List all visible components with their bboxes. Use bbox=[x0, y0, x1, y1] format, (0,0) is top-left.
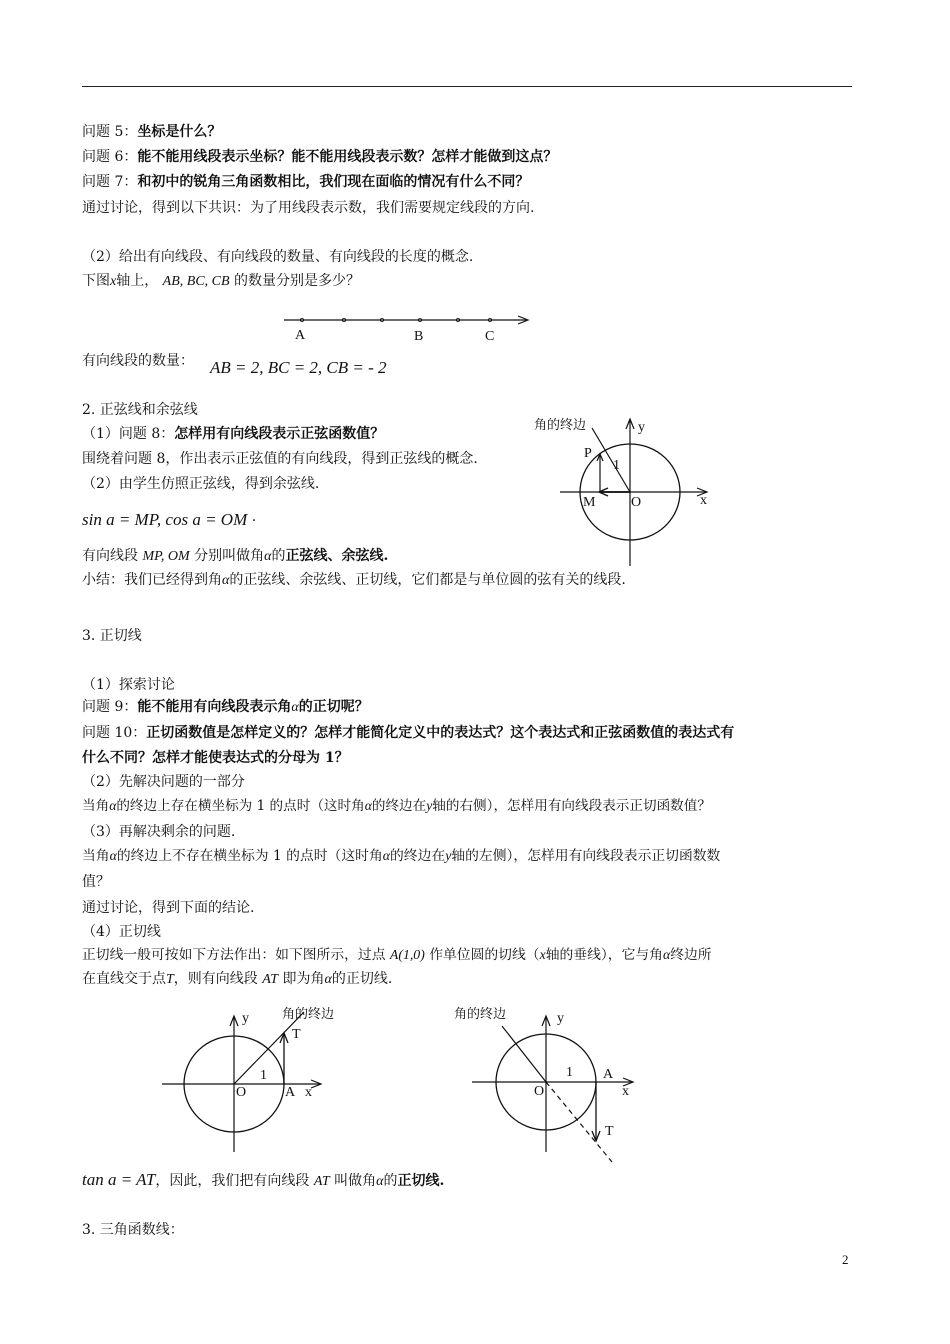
origin-label: O bbox=[631, 495, 642, 510]
consensus-text: 通过讨论，得到以下共识：为了用线段表示数，我们需要规定线段的方向. bbox=[82, 200, 535, 216]
x-axis-label: x bbox=[700, 493, 707, 508]
terminal-side-label: 角的终边 bbox=[534, 418, 587, 433]
tangent-def-line-1: 正切线一般可按如下方法作出：如下图所示，过点 A(1,0) 作单位圆的切线（x轴的垂线），它与角α终边所 bbox=[82, 947, 712, 963]
terminal-side-label: 角的终边 bbox=[454, 1007, 507, 1022]
x-axis-label: x bbox=[305, 1085, 312, 1100]
when-2-text: 当角α的终边上不存在横坐标为 1 的点时（这时角α的终边在y轴的左侧），怎样用有向线段表示正切函数数 bbox=[82, 848, 721, 864]
y-axis-label: y bbox=[557, 1011, 564, 1026]
part-4-text: （4）正切线 bbox=[82, 924, 161, 940]
line-names: 有向线段 MP, OM 分别叫做角α的正弦线、余弦线. bbox=[82, 548, 389, 564]
tangent-figure-left bbox=[440, 1000, 660, 1170]
conclusion-text: 通过讨论，得到下面的结论. bbox=[82, 900, 255, 916]
when-2-cont: 值？ bbox=[82, 874, 110, 890]
section-2-title: 2. 正弦线和余弦线 bbox=[82, 402, 198, 418]
radius-label: 1 bbox=[260, 1068, 267, 1083]
y-axis-label: y bbox=[638, 420, 645, 435]
part-3-text: （3）再解决剩余的问题. bbox=[82, 824, 236, 840]
x-axis-label: x bbox=[622, 1084, 629, 1099]
section-3-title: 3. 正切线 bbox=[82, 628, 142, 644]
terminal-side-label: 角的终边 bbox=[282, 1007, 335, 1022]
point-A-label: A bbox=[295, 328, 306, 343]
explore-text: （1）探索讨论 bbox=[82, 677, 175, 693]
quantity-line: 有向线段的数量： AB = 2, BC = 2, CB = - 2 bbox=[82, 353, 387, 377]
header-rule bbox=[82, 86, 852, 87]
point-C-label: C bbox=[485, 329, 495, 344]
point-A-label: A bbox=[603, 1067, 614, 1082]
step-2-text: （2）给出有向线段、有向线段的数量、有向线段的长度的概念. bbox=[82, 249, 474, 265]
axis-question: 下图x轴上， AB, BC, CB 的数量分别是多少？ bbox=[82, 273, 361, 289]
question-9: 问题 9：能不能用有向线段表示角α的正切呢？ bbox=[82, 699, 369, 715]
question-7: 问题 7：和初中的锐角三角函数相比，我们现在面临的情况有什么不同？ bbox=[82, 174, 530, 190]
section-3b-title: 3. 三角函数线： bbox=[82, 1222, 184, 1238]
radius-label: 1 bbox=[613, 458, 620, 473]
number-line-figure bbox=[280, 308, 540, 348]
point-T-label: T bbox=[292, 1027, 301, 1042]
origin-label: O bbox=[534, 1084, 545, 1099]
tangent-figure-right bbox=[150, 1000, 370, 1160]
tangent-def-line-2: 在直线交于点T，则有向线段 AT 即为角α的正切线. bbox=[82, 971, 393, 987]
around-text: 围绕着问题 8，作出表示正弦值的有向线段，得到正弦线的概念. bbox=[82, 451, 478, 467]
question-5: 问题 5：坐标是什么？ bbox=[82, 124, 222, 140]
question-10-line-2: 什么不同？怎样才能使表达式的分母为 1？ bbox=[82, 750, 349, 766]
point-M-label: M bbox=[583, 495, 596, 510]
when-1-text: 当角α的终边上存在横坐标为 1 的点时（这时角α的终边在y轴的右侧），怎样用有向线段表示正切函数值？ bbox=[82, 798, 711, 814]
point-T-label: T bbox=[605, 1124, 614, 1139]
question-8: （1）问题 8：怎样用有向线段表示正弦函数值？ bbox=[82, 426, 385, 442]
sine-cosine-figure bbox=[520, 408, 740, 578]
imitate-text: （2）由学生仿照正弦线，得到余弦线. bbox=[82, 476, 320, 492]
y-axis-label: y bbox=[242, 1011, 249, 1026]
point-B-label: B bbox=[414, 329, 424, 344]
tangent-line-formula: tan a = AT，因此，我们把有向线段 AT 叫做角α的正切线. bbox=[82, 1170, 445, 1189]
question-6: 问题 6：能不能用线段表示坐标？能不能用线段表示数？怎样才能做到这点？ bbox=[82, 149, 558, 165]
point-P-label: P bbox=[584, 446, 592, 461]
summary-text: 小结：我们已经得到角α的正弦线、余弦线、正切线，它们都是与单位圆的弦有关的线段. bbox=[82, 572, 626, 588]
part-2-text: （2）先解决问题的一部分 bbox=[82, 774, 245, 790]
radius-label: 1 bbox=[566, 1065, 573, 1080]
question-10-line-1: 问题 10：正切函数值是怎样定义的？怎样才能简化定义中的表达式？这个表达式和正弦函数值的表达式有 bbox=[82, 725, 735, 741]
sincos-formula: sin a = MP, cos a = OM · bbox=[82, 510, 257, 529]
point-A-label: A bbox=[285, 1085, 296, 1100]
page-number: 2 bbox=[842, 1252, 849, 1267]
origin-label: O bbox=[236, 1085, 247, 1100]
